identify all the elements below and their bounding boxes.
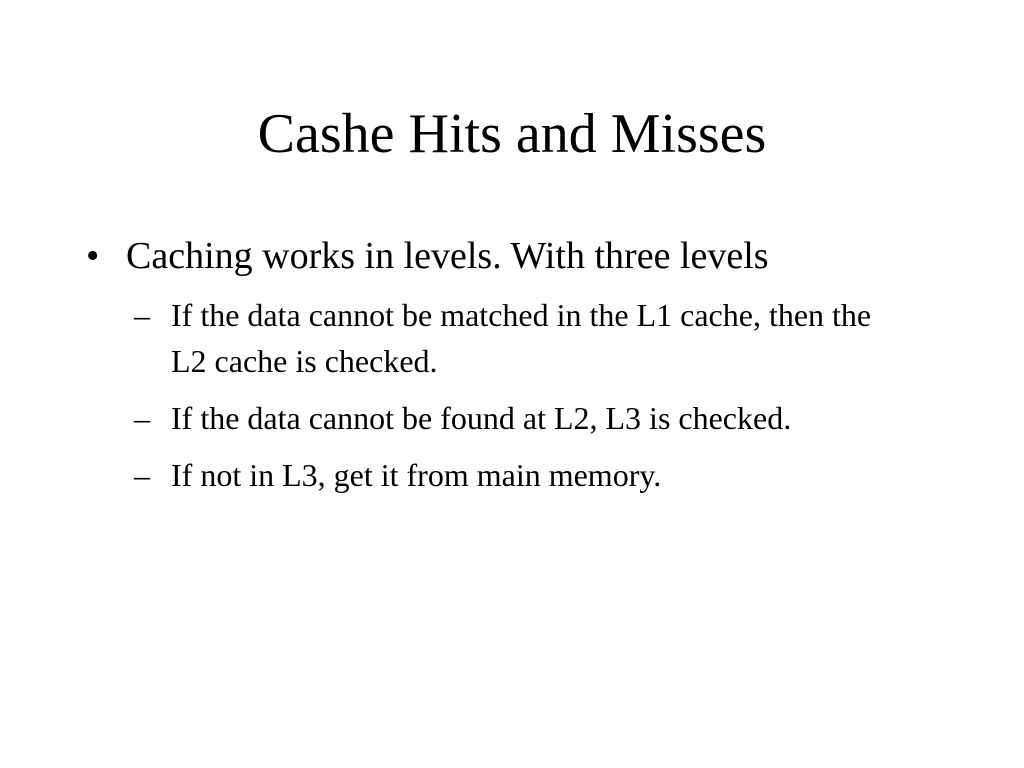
sub-bullet-text: If the data cannot be found at L2, L3 is checked. bbox=[171, 400, 792, 436]
dash-marker: – bbox=[134, 400, 150, 436]
slide-title: Cashe Hits and Misses bbox=[257, 103, 767, 165]
dash-marker: – bbox=[134, 297, 150, 333]
sub-bullet-item bbox=[134, 292, 891, 384]
sub-bullet-text: If the data cannot be matched in the L1 cache, then the L2 cache is checked. bbox=[171, 297, 872, 379]
bullet-text: Caching works in levels. With three levels bbox=[126, 235, 769, 277]
sub-bullet-text: If not in L3, get it from main memory. bbox=[171, 457, 662, 493]
sub-bullet-list bbox=[134, 292, 966, 498]
bullet-list bbox=[86, 232, 966, 509]
sub-bullet-item bbox=[134, 452, 891, 498]
dash-marker: – bbox=[134, 457, 150, 493]
bullet-marker: • bbox=[86, 235, 100, 277]
sub-bullet-item bbox=[134, 395, 891, 441]
bullet-item bbox=[86, 232, 966, 280]
